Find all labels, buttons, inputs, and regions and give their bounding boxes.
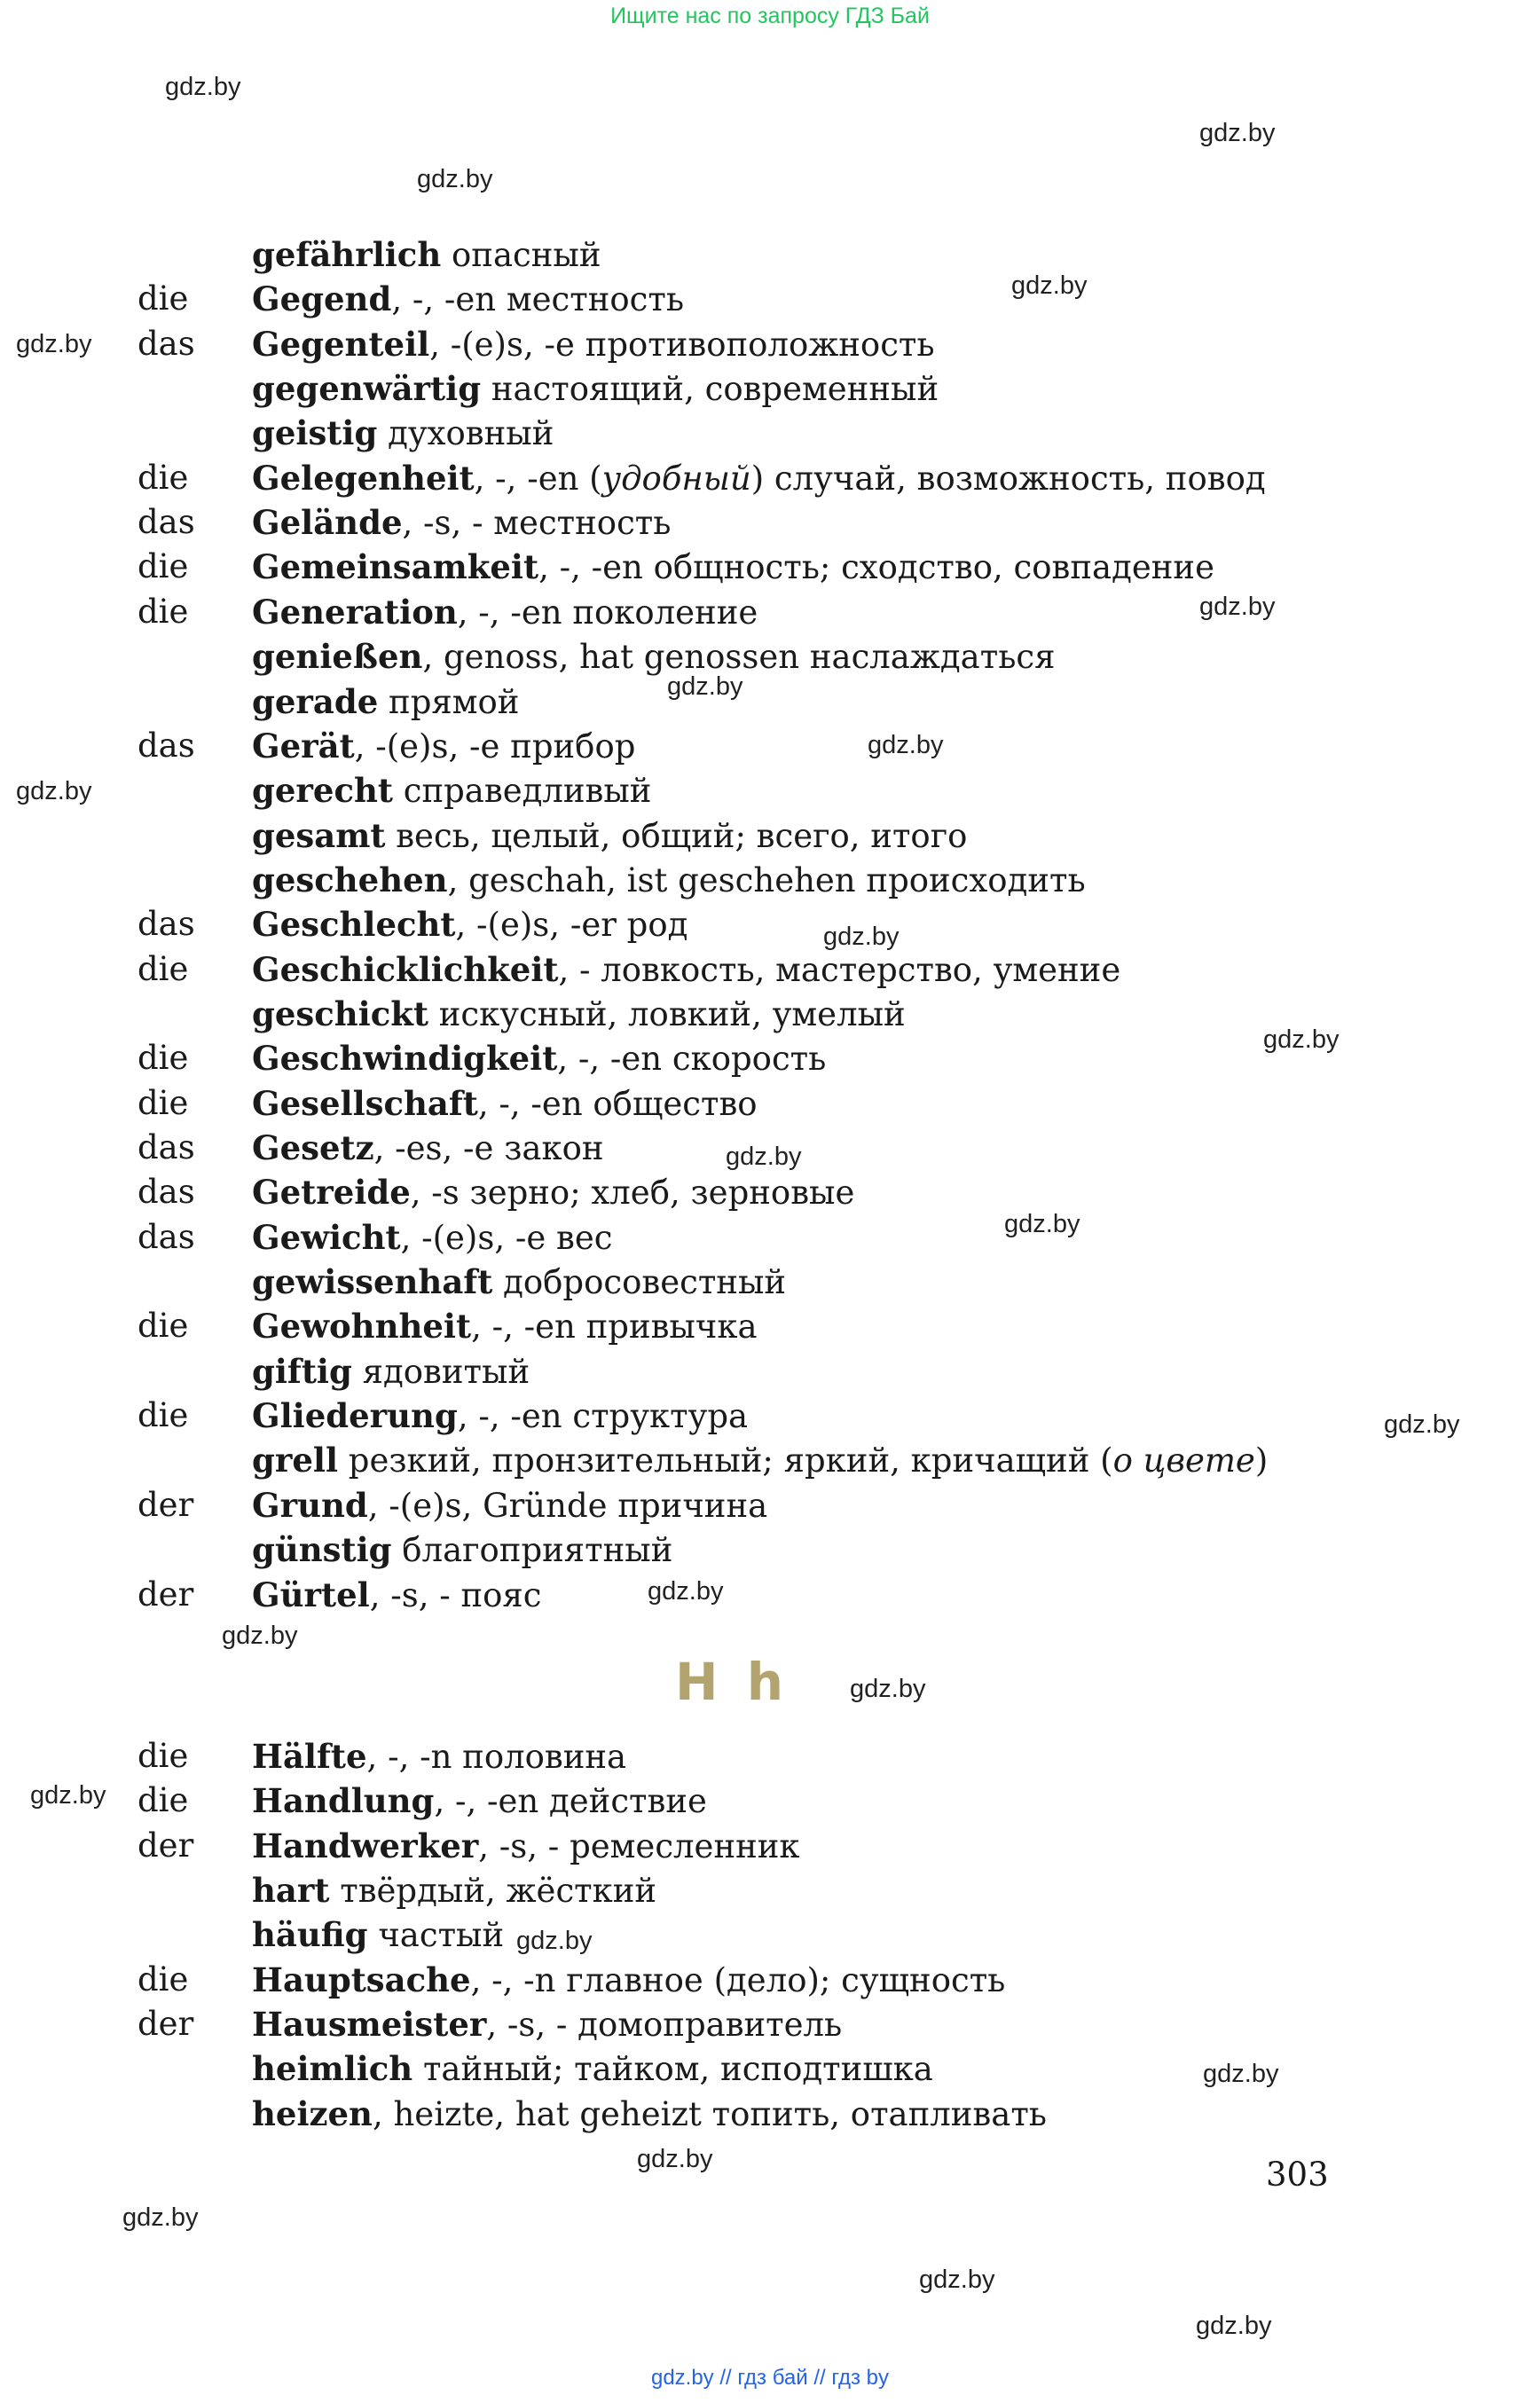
- entry-article: das: [138, 1218, 195, 1256]
- entry-article: der: [138, 2005, 194, 2043]
- entry-headword: günstig: [252, 1530, 392, 1569]
- entry-article: das: [138, 503, 195, 541]
- entry-text: [252, 1394, 748, 1439]
- entry-article: die: [138, 1396, 189, 1434]
- entry-headword: giftig: [252, 1352, 352, 1391]
- entry-headword: Gelände: [252, 503, 403, 542]
- entry-text: [252, 500, 671, 546]
- entry-headword: Getreide: [252, 1173, 411, 1212]
- entry-usage-note: о цвете: [1112, 1441, 1255, 1480]
- entry-translation: , -s, - домоправитель: [486, 2006, 843, 2044]
- entry-article: die: [138, 950, 189, 988]
- entry-headword: Gegend: [252, 279, 392, 318]
- entry-translation: , -s, - ремесленник: [478, 1827, 800, 1865]
- entry-article: die: [138, 1084, 189, 1122]
- entry-text: [252, 1573, 542, 1618]
- entry-headword: Geschwindigkeit: [252, 1039, 558, 1078]
- entry-text: [252, 1036, 826, 1081]
- entry-headword: Gesetz: [252, 1128, 374, 1167]
- watermark: gdz.by: [1203, 2060, 1279, 2088]
- entry-headword: Gemeinsamkeit: [252, 547, 539, 586]
- watermark: gdz.by: [122, 2203, 199, 2232]
- entry-text: [252, 322, 935, 367]
- entry-headword: Generation: [252, 593, 458, 632]
- entry-translation: добросовестный: [492, 1263, 787, 1301]
- entry-headword: gerade: [252, 682, 379, 721]
- entry-translation: , -(e)s, Gründe причина: [367, 1487, 768, 1525]
- entry-translation: опасный: [441, 236, 601, 274]
- entry-article: das: [138, 1173, 195, 1211]
- entry-translation: твёрдый, жёсткий: [329, 1872, 657, 1910]
- entry-text: [252, 1483, 767, 1528]
- entry-translation: духовный: [377, 414, 554, 452]
- entry-text: [252, 768, 651, 813]
- entry-article: das: [138, 325, 195, 363]
- watermark: gdz.by: [850, 1675, 926, 1703]
- entry-translation: прямой: [378, 683, 520, 721]
- entry-translation: , -, -en местность: [391, 280, 685, 318]
- watermark: gdz.by: [1199, 119, 1276, 147]
- watermark: gdz.by: [823, 923, 900, 951]
- watermark: gdz.by: [868, 731, 944, 759]
- entry-headword: gefährlich: [252, 235, 442, 274]
- entry-translation: , -(e)s, -er род: [455, 906, 688, 944]
- watermark: gdz.by: [637, 2145, 713, 2173]
- entry-translation: , -, -en поколение: [457, 593, 758, 632]
- entry-headword: hart: [252, 1871, 330, 1910]
- watermark: gdz.by: [919, 2266, 995, 2294]
- entry-translation: искусный, ловкий, умелый: [428, 995, 906, 1033]
- entry-article: der: [138, 1486, 194, 1524]
- entry-headword: Gürtel: [252, 1575, 370, 1614]
- entry-article: die: [138, 1307, 189, 1345]
- watermark: gdz.by: [1004, 1210, 1080, 1238]
- top-banner: Ищите нас по запросу ГДЗ Бай: [610, 4, 930, 28]
- entry-headword: Handlung: [252, 1781, 435, 1820]
- entry-article: die: [138, 1781, 189, 1819]
- entry-translation: , geschah, ist geschehen происходить: [447, 861, 1086, 899]
- entry-translation: , -, -en привычка: [471, 1308, 758, 1346]
- entry-text: [252, 2046, 933, 2092]
- entry-translation: , heizte, hat geheizt топить, отапливать: [372, 2095, 1047, 2133]
- entry-text: [252, 411, 554, 456]
- entry-translation: настоящий, современный: [481, 370, 939, 408]
- entry-article: die: [138, 1960, 189, 1999]
- entry-article: die: [138, 1737, 189, 1775]
- entry-translation: , genoss, hat genossen наслаждаться: [422, 638, 1056, 676]
- watermark: gdz.by: [1196, 2312, 1272, 2340]
- entry-text: [252, 634, 1055, 679]
- entry-text: [252, 992, 906, 1037]
- watermark: gdz.by: [1199, 593, 1276, 621]
- entry-translation: , -, -n главное (дело); сущность: [470, 1961, 1006, 1999]
- watermark: gdz.by: [1263, 1025, 1340, 1054]
- entry-article: die: [138, 593, 189, 631]
- entry-translation: справедливый: [392, 772, 652, 810]
- entry-headword: geschickt: [252, 994, 428, 1033]
- entry-translation-cont: ): [1254, 1441, 1269, 1480]
- entry-translation-cont: ) случай, возможность, повод: [750, 459, 1266, 498]
- entry-translation: резкий, пронзительный; яркий, кричащий (: [338, 1441, 1113, 1480]
- entry-headword: Hälfte: [252, 1737, 367, 1776]
- entry-headword: Gliederung: [252, 1396, 458, 1435]
- entry-translation: тайный; тайком, исподтишка: [412, 2050, 933, 2088]
- entry-article: der: [138, 1826, 194, 1865]
- entry-article: der: [138, 1575, 194, 1614]
- entry-headword: geschehen: [252, 860, 448, 899]
- watermark: gdz.by: [1011, 271, 1088, 300]
- page-number: 303: [1266, 2156, 1329, 2194]
- entry-headword: grell: [252, 1441, 339, 1480]
- entry-article: die: [138, 547, 189, 585]
- entry-translation: , -, -en структура: [457, 1397, 749, 1435]
- entry-translation: , -(e)s, -e противоположность: [429, 326, 935, 364]
- entry-translation: , -, -en общество: [477, 1085, 758, 1123]
- entry-translation: , -s, - местность: [402, 504, 672, 542]
- entry-article: das: [138, 1128, 195, 1166]
- entry-headword: gerecht: [252, 771, 393, 810]
- entry-headword: Gegenteil: [252, 325, 430, 364]
- entry-headword: Gewicht: [252, 1218, 401, 1257]
- entry-translation: , -, -en (: [474, 459, 602, 498]
- watermark: gdz.by: [726, 1143, 802, 1171]
- entry-translation: весь, целый, общий; всего, итого: [385, 817, 968, 855]
- entry-article: die: [138, 459, 189, 497]
- entry-text: [252, 1349, 530, 1394]
- entry-headword: Gelegenheit: [252, 459, 475, 498]
- entry-article: das: [138, 726, 195, 765]
- entry-translation: частый: [367, 1916, 505, 1954]
- entry-text: [252, 1126, 604, 1171]
- entry-headword: Gewohnheit: [252, 1307, 472, 1346]
- entry-translation: , - ловкость, мастерство, умение: [558, 951, 1121, 989]
- entry-translation: , -, -en действие: [434, 1782, 707, 1820]
- entry-text: [252, 902, 688, 947]
- watermark: gdz.by: [417, 165, 493, 193]
- entry-translation: , -, -n половина: [366, 1738, 627, 1776]
- entry-text: [252, 1304, 758, 1349]
- entry-translation: ядовитый: [351, 1353, 530, 1391]
- entry-headword: gegenwärtig: [252, 369, 482, 408]
- entry-text: [252, 1438, 1268, 1483]
- entry-usage-note: удобный: [601, 459, 751, 498]
- entry-translation: , -s зерно; хлеб, зерновые: [410, 1174, 855, 1212]
- watermark: gdz.by: [222, 1622, 298, 1650]
- entry-text: [252, 1081, 758, 1127]
- entry-headword: Hausmeister: [252, 2005, 487, 2044]
- entry-article: die: [138, 1039, 189, 1077]
- entry-translation: , -es, -e закон: [373, 1129, 604, 1167]
- entry-text: [252, 1260, 786, 1305]
- watermark: gdz.by: [165, 73, 241, 101]
- entry-text: [252, 1170, 854, 1215]
- entry-translation: , -(e)s, -e прибор: [354, 727, 636, 766]
- entry-text: [252, 545, 1214, 590]
- entry-headword: gesamt: [252, 816, 386, 855]
- watermark: gdz.by: [1384, 1410, 1460, 1439]
- entry-translation: , -, -en общность; сходство, совпадение: [538, 548, 1214, 586]
- entry-headword: Grund: [252, 1486, 368, 1525]
- entry-headword: Geschicklichkeit: [252, 950, 559, 989]
- entry-text: [252, 232, 601, 278]
- entry-text: [252, 2002, 842, 2047]
- entry-text: [252, 1824, 800, 1869]
- entry-headword: Gerät: [252, 726, 355, 766]
- entry-headword: häufig: [252, 1915, 368, 1954]
- entry-text: [252, 277, 684, 322]
- entry-text: [252, 1868, 656, 1913]
- watermark: gdz.by: [16, 777, 92, 805]
- entry-translation: , -(e)s, -e вес: [400, 1219, 613, 1257]
- watermark: gdz.by: [667, 672, 743, 701]
- section-letter-heading: H h: [674, 1652, 790, 1712]
- entry-text: [252, 813, 967, 859]
- entry-text: [252, 1779, 707, 1824]
- entry-text: [252, 724, 635, 769]
- bottom-banner: gdz.by // гдз бай // гдз by: [650, 2366, 890, 2390]
- entry-translation: , -, -en скорость: [557, 1040, 827, 1078]
- entry-text: [252, 1734, 626, 1779]
- entry-text: [252, 366, 939, 412]
- entry-text: [252, 590, 758, 635]
- watermark: gdz.by: [648, 1577, 724, 1606]
- entry-headword: Hauptsache: [252, 1960, 471, 1999]
- entry-headword: gewissenhaft: [252, 1262, 493, 1301]
- entry-text: [252, 679, 519, 725]
- entry-text: [252, 1912, 504, 1958]
- entry-headword: heizen: [252, 2094, 373, 2133]
- entry-translation: благоприятный: [391, 1531, 673, 1569]
- entry-text: [252, 1527, 672, 1573]
- entry-text: [252, 1215, 613, 1260]
- entry-text: [252, 947, 1120, 993]
- entry-headword: genießen: [252, 637, 423, 676]
- watermark: gdz.by: [30, 1781, 106, 1810]
- entry-headword: geistig: [252, 413, 378, 452]
- entry-text: [252, 456, 1266, 501]
- entry-text: [252, 2092, 1047, 2137]
- entry-translation: , -s, - пояс: [369, 1576, 542, 1614]
- entry-headword: heimlich: [252, 2049, 413, 2088]
- entry-headword: Geschlecht: [252, 905, 456, 944]
- entry-headword: Gesellschaft: [252, 1084, 478, 1123]
- watermark: gdz.by: [16, 330, 92, 358]
- entry-text: [252, 1958, 1005, 2003]
- watermark: gdz.by: [516, 1927, 593, 1955]
- entry-headword: Handwerker: [252, 1826, 479, 1865]
- entry-article: das: [138, 905, 195, 943]
- entry-text: [252, 858, 1086, 903]
- entry-article: die: [138, 279, 189, 318]
